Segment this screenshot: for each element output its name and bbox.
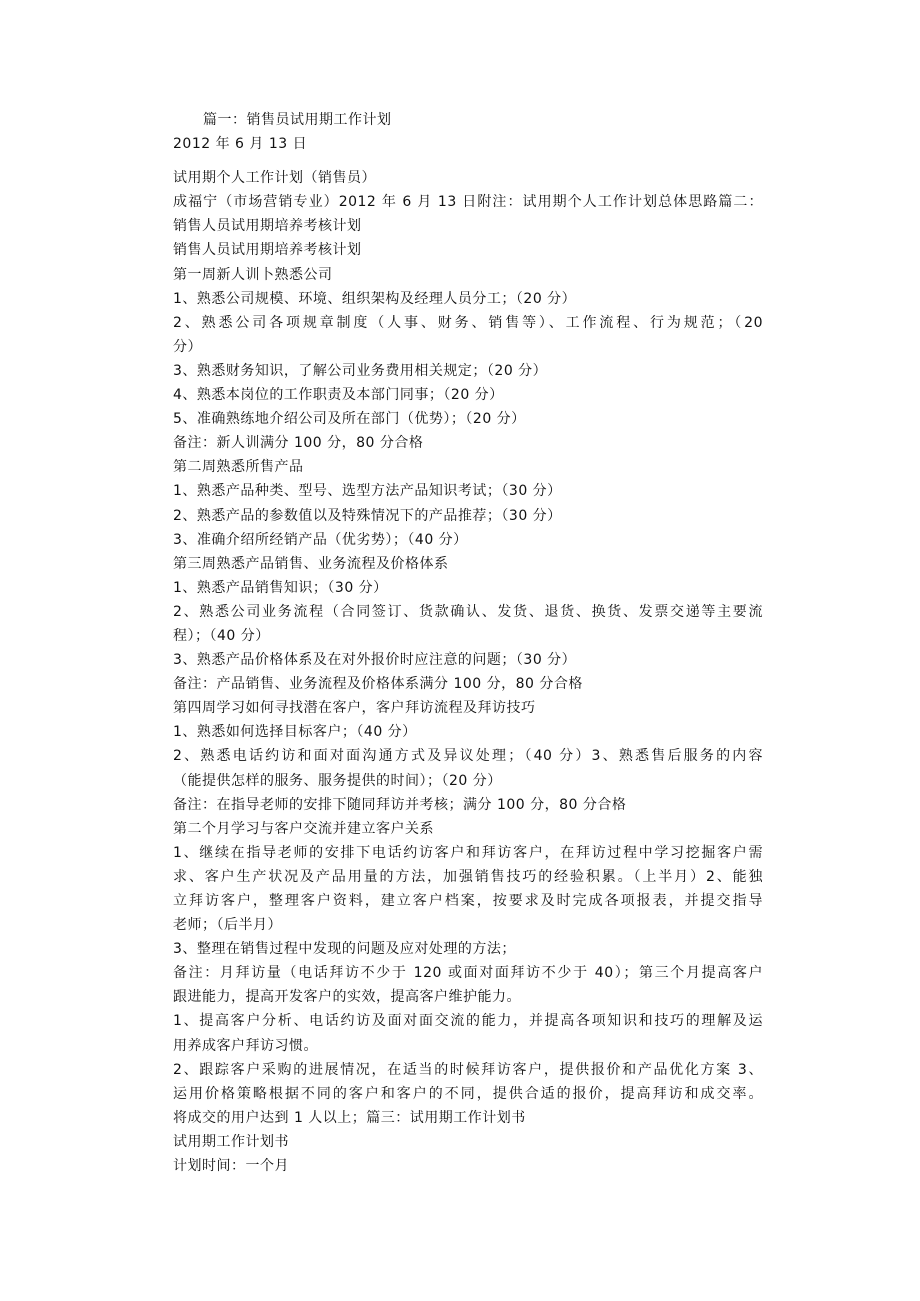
document-line: 试用期工作计划书	[173, 1133, 289, 1150]
document-line: 备注：产品销售、业务流程及价格体系满分 100 分，80 分合格	[173, 676, 583, 693]
document-line: 备注：在指导老师的安排下随同拜访并考核；满分 100 分，80 分合格	[173, 796, 627, 813]
document-line: 运用价格策略根据不同的客户和客户的不同，提供合适的报价，提高拜访和成交率。	[173, 1085, 763, 1102]
document-line: 销售人员试用期培养考核计划	[173, 218, 362, 235]
document-line: 1、继续在指导老师的安排下电话约访客户和拜访客户，在拜访过程中学习挖掘客户需	[173, 844, 763, 861]
document-date: 2012 年 6 月 13 日	[173, 136, 308, 153]
document-line: 2、熟悉产品的参数值以及特殊情况下的产品推荐；（30 分）	[173, 507, 562, 524]
document-line: 老师；（后半月）	[173, 917, 282, 934]
document-heading: 篇一：销售员试用期工作计划	[203, 112, 392, 128]
document-line: 第一周新人训卜熟悉公司	[173, 266, 333, 283]
document-line: 备注：新人训满分 100 分，80 分合格	[173, 435, 424, 452]
document-line: 第二个月学习与客户交流并建立客户关系	[173, 820, 434, 837]
document-line: 求、客户生产状况及产品用量的方法，加强销售技巧的经验积累。（上半月）2、能独	[173, 868, 763, 885]
document-line: 2、熟悉电话约访和面对面沟通方式及异议处理；（40 分）3、熟悉售后服务的内容	[173, 748, 763, 765]
document-line: 成福宁（市场营销专业）2012 年 6 月 13 日附注：试用期个人工作计划总体思路篇二：	[173, 194, 763, 211]
document-line: 将成交的用户达到 1 人以上；篇三：试用期工作计划书	[173, 1109, 526, 1126]
document-lines	[173, 166, 763, 1178]
document-line: 2、熟悉公司业务流程（合同签订、货款确认、发货、退货、换货、发票交递等主要流	[173, 603, 763, 620]
document-line: 3、准确介绍所经销产品（优劣势）；（40 分）	[173, 531, 468, 548]
document-line: 销售人员试用期培养考核计划	[173, 242, 362, 259]
document-line: 1、熟悉公司规模、环境、组织架构及经理人员分工；（20 分）	[173, 290, 577, 307]
document-line: 5、准确熟练地介绍公司及所在部门（优势）；（20 分）	[173, 411, 526, 428]
document-line: 备注：月拜访量（电话拜访不少于 120 或面对面拜访不少于 40）；第三个月提高客户	[173, 965, 763, 982]
document-line: 程）；（40 分）	[173, 627, 270, 644]
document-line: 分）	[173, 338, 202, 355]
document-line: 2、跟踪客户采购的进展情况，在适当的时候拜访客户，提供报价和产品优化方案 3、	[173, 1061, 763, 1078]
document-body	[173, 108, 763, 1178]
document-line: 跟进能力，提高开发客户的实效，提高客户维护能力。	[173, 989, 521, 1006]
document-line: 试用期个人工作计划（销售员）	[173, 170, 376, 187]
document-line: 立拜访客户，整理客户资料，建立客户档案，按要求及时完成各项报表，并提交指导	[173, 893, 763, 909]
document-line: 1、提高客户分析、电话约访及面对面交流的能力，并提高各项知识和技巧的理解及运	[173, 1013, 763, 1030]
document-line: 3、整理在销售过程中发现的问题及应对处理的方法；	[173, 941, 516, 958]
document-line: 2、熟悉公司各项规章制度（人事、财务、销售等）、工作流程、行为规范；（20	[173, 314, 763, 331]
document-line: 第四周学习如何寻找潜在客户，客户拜访流程及拜访技巧	[173, 700, 536, 717]
paragraph-gap	[173, 156, 763, 166]
document-line: 用养成客户拜访习惯。	[173, 1037, 318, 1054]
document-line: 第二周熟悉所售产品	[173, 459, 304, 476]
document-line: 3、熟悉产品价格体系及在对外报价时应注意的问题；（30 分）	[173, 652, 577, 669]
document-line: 计划时间：一个月	[173, 1158, 289, 1175]
document-line: 1、熟悉产品销售知识；（30 分）	[173, 579, 388, 596]
document-line: （能提供怎样的服务、服务提供的时间）；（20 分）	[173, 772, 502, 789]
document-line: 第三周熟悉产品销售、业务流程及价格体系	[173, 555, 449, 572]
document-line: 3、熟悉财务知识，了解公司业务费用相关规定；（20 分）	[173, 362, 548, 379]
document-line: 4、熟悉本岗位的工作职责及本部门同事；（20 分）	[173, 387, 504, 404]
document-line: 1、熟悉如何选择目标客户；（40 分）	[173, 724, 417, 741]
document-line: 1、熟悉产品种类、型号、选型方法产品知识考试；（30 分）	[173, 483, 562, 500]
